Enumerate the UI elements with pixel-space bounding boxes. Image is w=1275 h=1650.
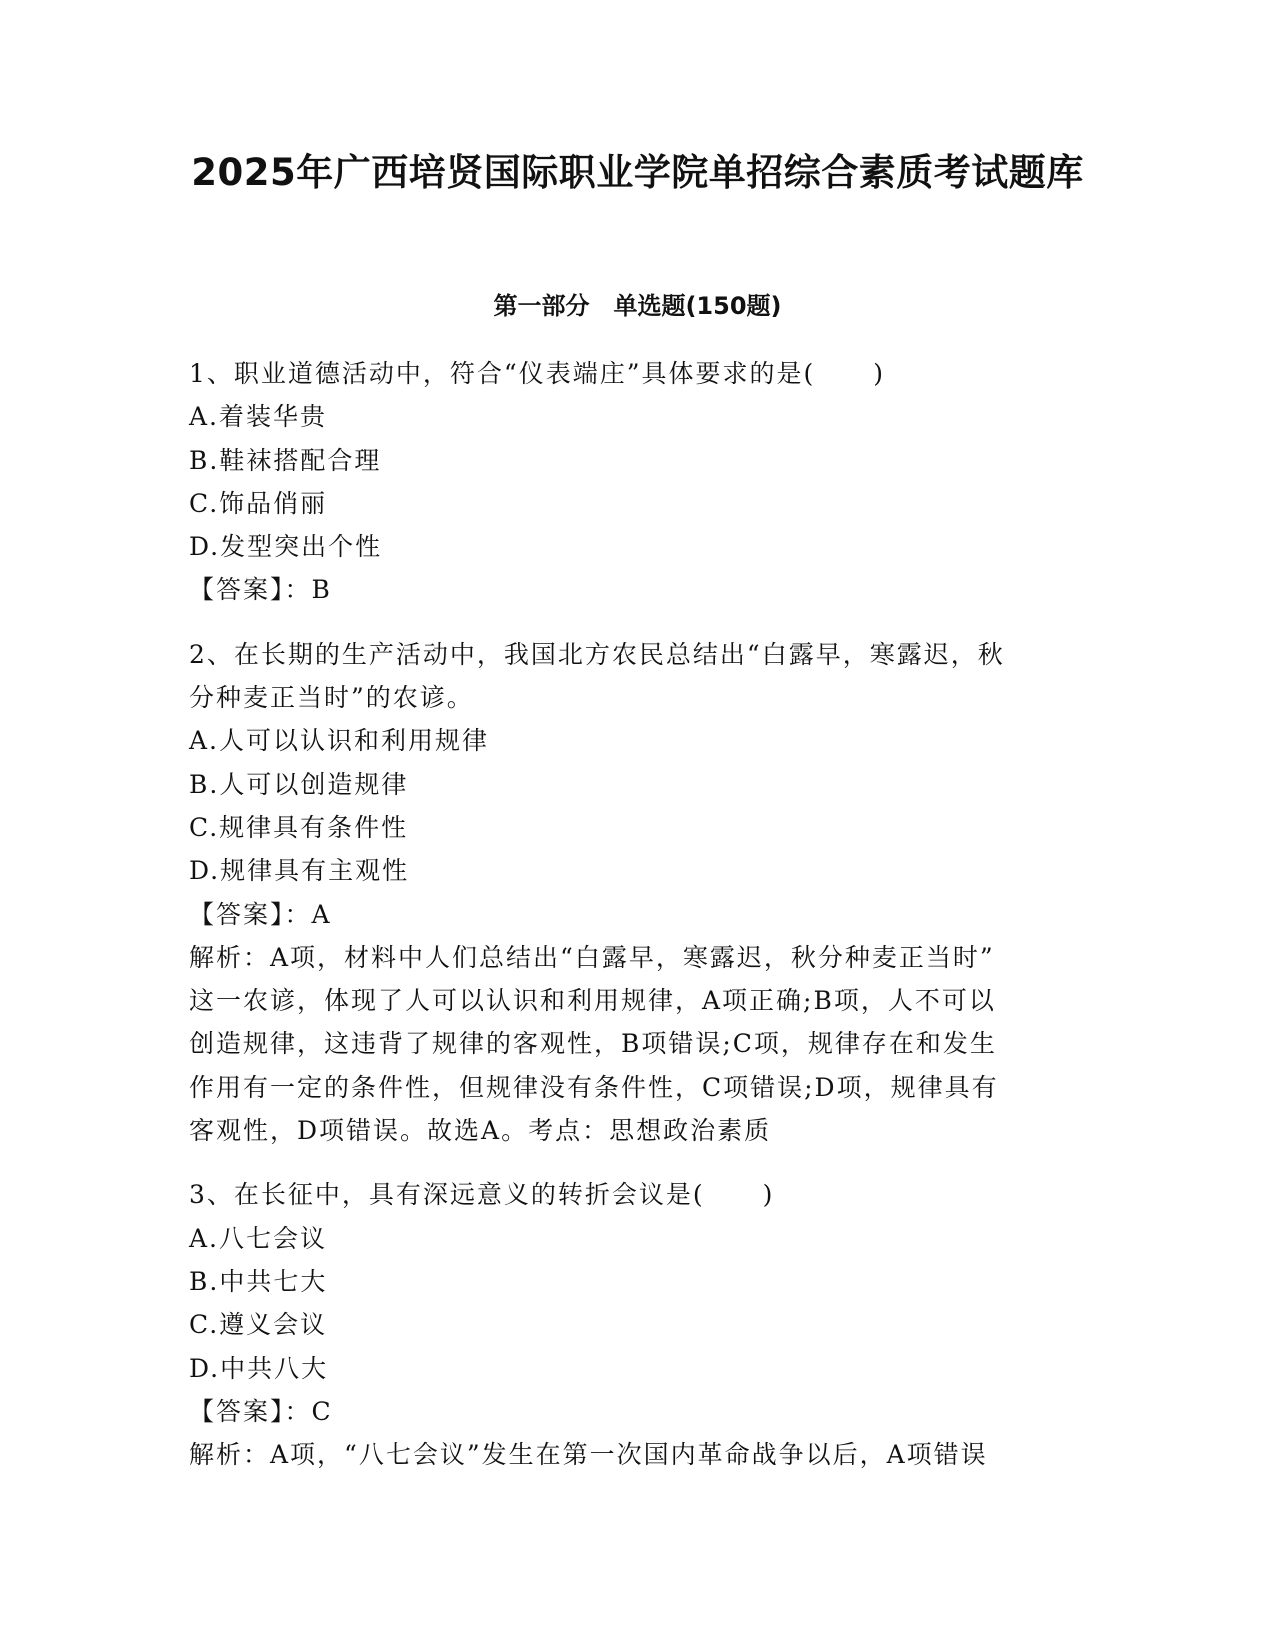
analysis-line: 解析：A项，“八七会议”发生在第一次国内革命战争以后，A项错误: [189, 1440, 988, 1470]
option-b: B.中共七大: [189, 1266, 328, 1296]
option-c: C.遵义会议: [189, 1310, 328, 1340]
analysis-line: 创造规律，这违背了规律的客观性，B项错误;C项，规律存在和发生: [189, 1029, 997, 1059]
question-stem-line: 2、在长期的生产活动中，我国北方农民总结出“白露早，寒露迟，秋: [189, 639, 1005, 669]
option-a: A.八七会议: [189, 1223, 328, 1253]
option-b: B.人可以创造规律: [189, 769, 409, 799]
analysis-line: 客观性，D项错误。故选A。考点：思想政治素质: [189, 1116, 772, 1146]
option-a: A.人可以认识和利用规律: [189, 726, 490, 756]
answer: 【答案】：A: [189, 899, 332, 929]
document-title: 2025年广西培贤国际职业学院单招综合素质考试题库: [191, 151, 1084, 194]
analysis-line: 解析：A项，材料中人们总结出“白露早，寒露迟，秋分种麦正当时”: [189, 942, 995, 972]
question-stem: 3、在长征中，具有深远意义的转折会议是( ): [189, 1180, 775, 1210]
question-stem: 1、职业道德活动中，符合“仪表端庄”具体要求的是( ): [189, 359, 885, 388]
question-1: [189, 352, 1079, 612]
option-d: D.发型突出个性: [189, 532, 383, 562]
analysis-line: 这一农谚，体现了人可以认识和利用规律，A项正确;B项，人不可以: [189, 986, 996, 1016]
question-list: [189, 352, 1079, 1497]
section-heading: 第一部分 单选题(150题): [493, 292, 782, 320]
question-stem-line: 分种麦正当时”的农谚。: [189, 683, 474, 713]
answer: 【答案】：C: [189, 1396, 333, 1426]
option-c: C.规律具有条件性: [189, 812, 409, 842]
analysis-line: 作用有一定的条件性，但规律没有条件性，C项错误;D项，规律具有: [189, 1072, 999, 1102]
option-d: D.中共八大: [189, 1353, 329, 1383]
question-2: [189, 633, 1079, 1153]
option-d: D.规律具有主观性: [189, 856, 410, 886]
answer: 【答案】：B: [189, 575, 332, 605]
option-c: C.饰品俏丽: [189, 488, 328, 518]
option-b: B.鞋袜搭配合理: [189, 445, 382, 475]
question-3: [189, 1173, 1079, 1476]
option-a: A.着装华贵: [189, 402, 328, 432]
